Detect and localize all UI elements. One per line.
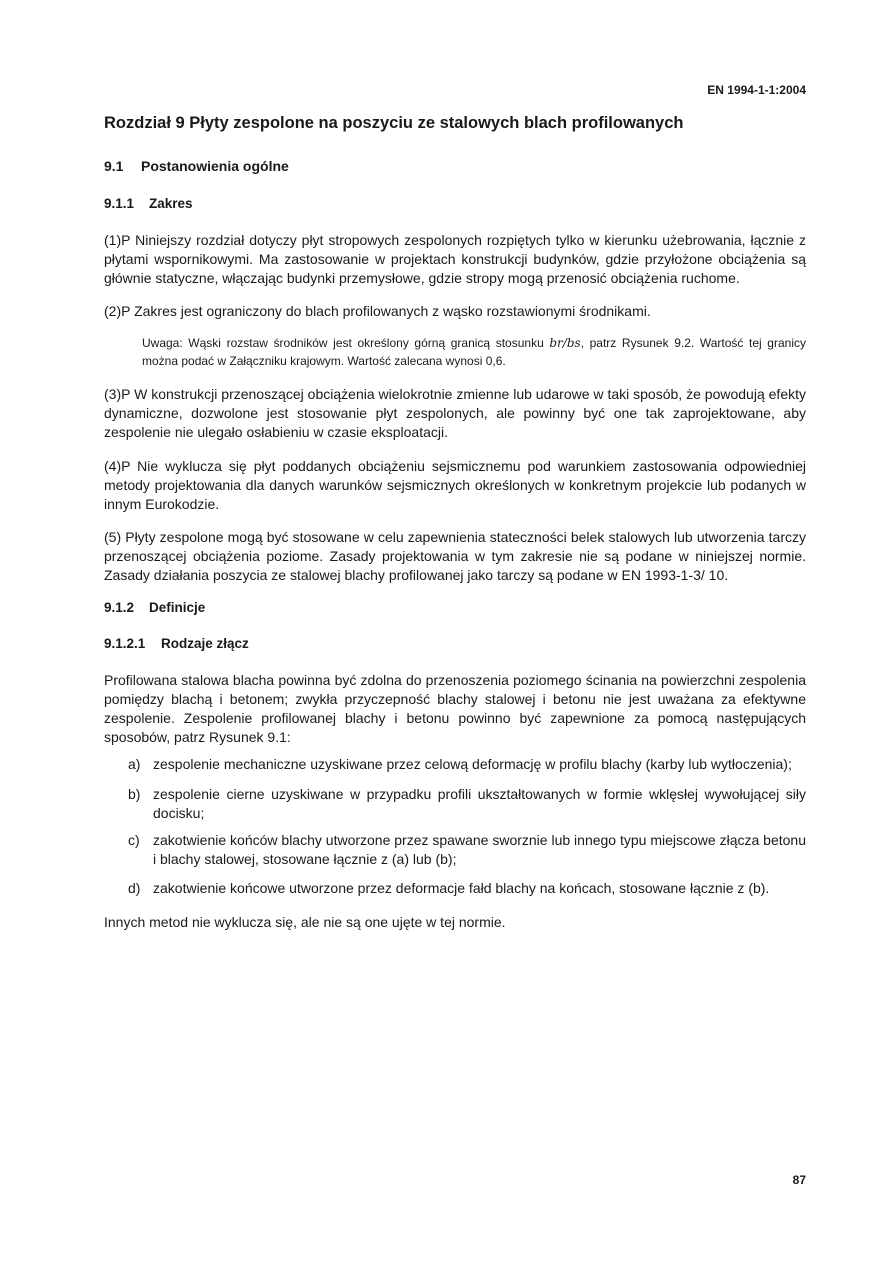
page-number: 87 bbox=[792, 1173, 806, 1187]
chapter-title: Rozdział 9 Płyty zespolone na poszyciu ze stalowych blach profilowanych bbox=[104, 114, 684, 132]
list-item-text: zakotwienie końców blachy utworzone przez spawane sworznie lub innego typu miejscowe złącza betonu i blachy stalowej, stosowane łącznie z (a) lub (b); bbox=[153, 832, 806, 867]
paragraph-5: (5) Płyty zespolone mogą być stosowane w celu zapewnienia stateczności belek stalowych lub utworzenia tarczy przenoszącej obciążenia poziome. Zasady projektowania w tym zakresie nie są podane w niniejszej normie. Zasady działania poszycia ze stalowej blachy profilowanej jako tarczy są podane w EN 1993-1-3/ 10. bbox=[104, 529, 806, 583]
section-title: Zakres bbox=[149, 196, 193, 211]
paragraph-2: (2)P Zakres jest ograniczony do blach profilowanych z wąsko rozstawionymi środnikami. bbox=[104, 303, 651, 319]
section-number: 9.1 bbox=[104, 158, 124, 174]
note-text-before: Uwaga: Wąski rozstaw środników jest określony górną granicą stosunku bbox=[142, 336, 550, 350]
list-item-text: zespolenie mechaniczne uzyskiwane przez celową deformację w profilu blachy (karby lub wytłoczenia); bbox=[153, 756, 792, 772]
paragraph-1: (1)P Niniejszy rozdział dotyczy płyt stropowych zespolonych rozpiętych tylko w kierunku użebrowania, łącznie z płytami wspornikowymi. Ma zastosowanie w projektach konstrukcji budynków, gdzie przyłożone obciążenia są głównie statyczne, włączając budynki przemysłowe, gdzie stropy mogą przenosić obciążenia ruchome. bbox=[104, 232, 806, 286]
section-heading-9-1-2-1 bbox=[104, 636, 249, 651]
list-item-text: zakotwienie końcowe utworzone przez deformacje fałd blachy na końcach, stosowane łącznie z (b). bbox=[153, 880, 770, 896]
section-title: Rodzaje złącz bbox=[161, 636, 249, 651]
document-page bbox=[104, 0, 806, 1263]
paragraph-3: (3)P W konstrukcji przenoszącej obciążenia wielokrotnie zmienne lub udarowe w taki sposób, że powodują efekty dynamiczne, dozwolone jest stosowanie płyt zespolonych, ale powinny być one tak zaprojektowane, aby zespolenie nie ulegało osłabieniu w czasie eksploatacji. bbox=[104, 386, 806, 440]
standard-number: EN 1994-1-1:2004 bbox=[707, 83, 806, 97]
list-marker: d) bbox=[128, 880, 141, 896]
list-marker: c) bbox=[128, 832, 140, 848]
paragraph-4: (4)P Nie wyklucza się płyt poddanych obciążeniu sejsmicznemu pod warunkiem zastosowania odpowiedniej metody projektowania dla danych warunków sejsmicznych określonych w konkretnym projekcie lub podanych w innym Eurokodzie. bbox=[104, 458, 806, 512]
paragraph-6: Profilowana stalowa blacha powinna być zdolna do przenoszenia poziomego ścinania na powierzchni zespolenia pomiędzy blachą i betonem; zwykła przyczepność blachy stalowej i betonu nie jest uważana za efektywne zespolenie. Zespolenie profilowanej blachy i betonu powinno być zapewnione za pomocą następujących sposobów, patrz Rysunek 9.1: bbox=[104, 672, 806, 745]
note-text-after: , patrz Rysunek 9.2. Wartość tej granicy można podać w Załączniku krajowym. Wartość zalecana wynosi 0,6. bbox=[142, 336, 806, 368]
note bbox=[142, 334, 806, 370]
section-heading-9-1-1 bbox=[104, 196, 193, 211]
section-title: Definicje bbox=[149, 600, 206, 615]
paragraph-7: Innych metod nie wyklucza się, ale nie są one ujęte w tej normie. bbox=[104, 914, 506, 930]
list-marker: b) bbox=[128, 786, 141, 802]
list-item-text: zespolenie cierne uzyskiwane w przypadku profili ukształtowanych w formie wklęsłej wywołującej siły docisku; bbox=[153, 786, 806, 821]
section-heading-9-1 bbox=[104, 158, 289, 174]
note-ratio: br/bs bbox=[549, 336, 581, 350]
section-number: 9.1.2.1 bbox=[104, 636, 146, 651]
section-number: 9.1.1 bbox=[104, 196, 135, 211]
section-title: Postanowienia ogólne bbox=[141, 158, 289, 174]
list-marker: a) bbox=[128, 756, 141, 772]
section-number: 9.1.2 bbox=[104, 600, 135, 615]
section-heading-9-1-2 bbox=[104, 600, 205, 615]
